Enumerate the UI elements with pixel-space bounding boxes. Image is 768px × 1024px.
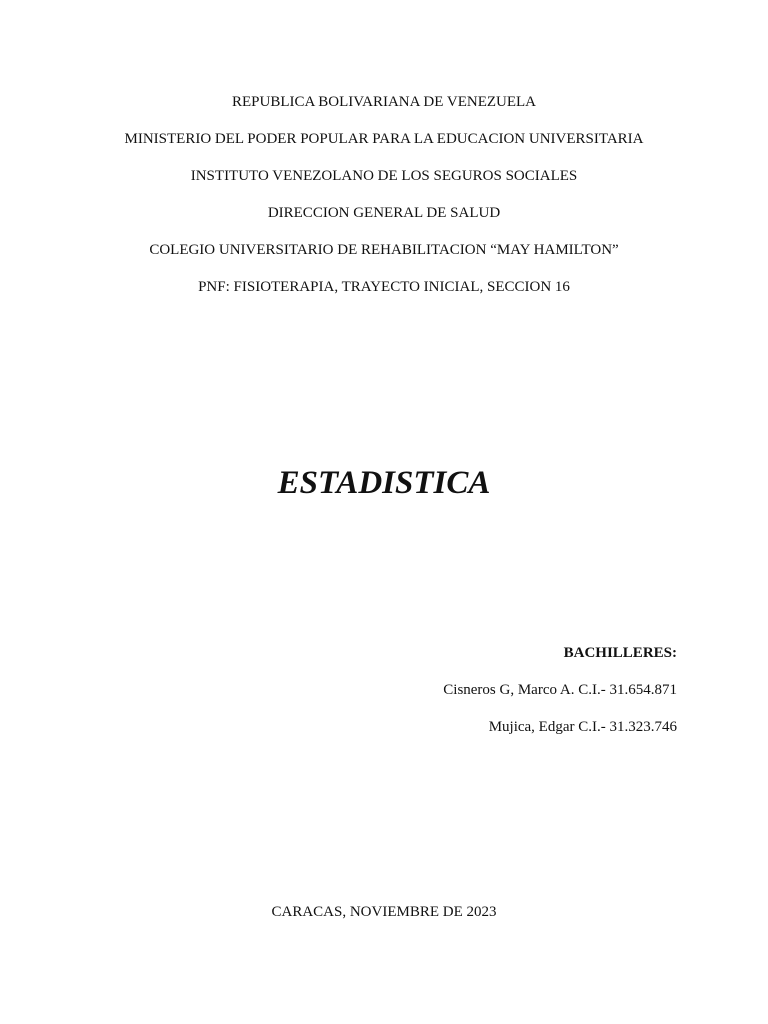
header-ministry: MINISTERIO DEL PODER POPULAR PARA LA EDUCACION UNIVERSITARIA [124, 131, 644, 147]
header-institute: INSTITUTO VENEZOLANO DE LOS SEGUROS SOCIALES [190, 168, 578, 184]
document-title: ESTADISTICA [277, 465, 491, 501]
header-college: COLEGIO UNIVERSITARIO DE REHABILITACION “MAY HAMILTON” [149, 242, 619, 258]
student-name: Cisneros G, Marco A. C.I.- 31.654.871 [443, 682, 677, 698]
header-republic: REPUBLICA BOLIVARIANA DE VENEZUELA [231, 94, 537, 110]
header-program: PNF: FISIOTERAPIA, TRAYECTO INICIAL, SECCION 16 [198, 279, 570, 295]
student-name: Mujica, Edgar C.I.- 31.323.746 [488, 719, 677, 735]
footer-place-date: CARACAS, NOVIEMBRE DE 2023 [271, 904, 497, 920]
header-direction: DIRECCION GENERAL DE SALUD [267, 205, 501, 221]
students-heading: BACHILLERES: [563, 645, 677, 661]
